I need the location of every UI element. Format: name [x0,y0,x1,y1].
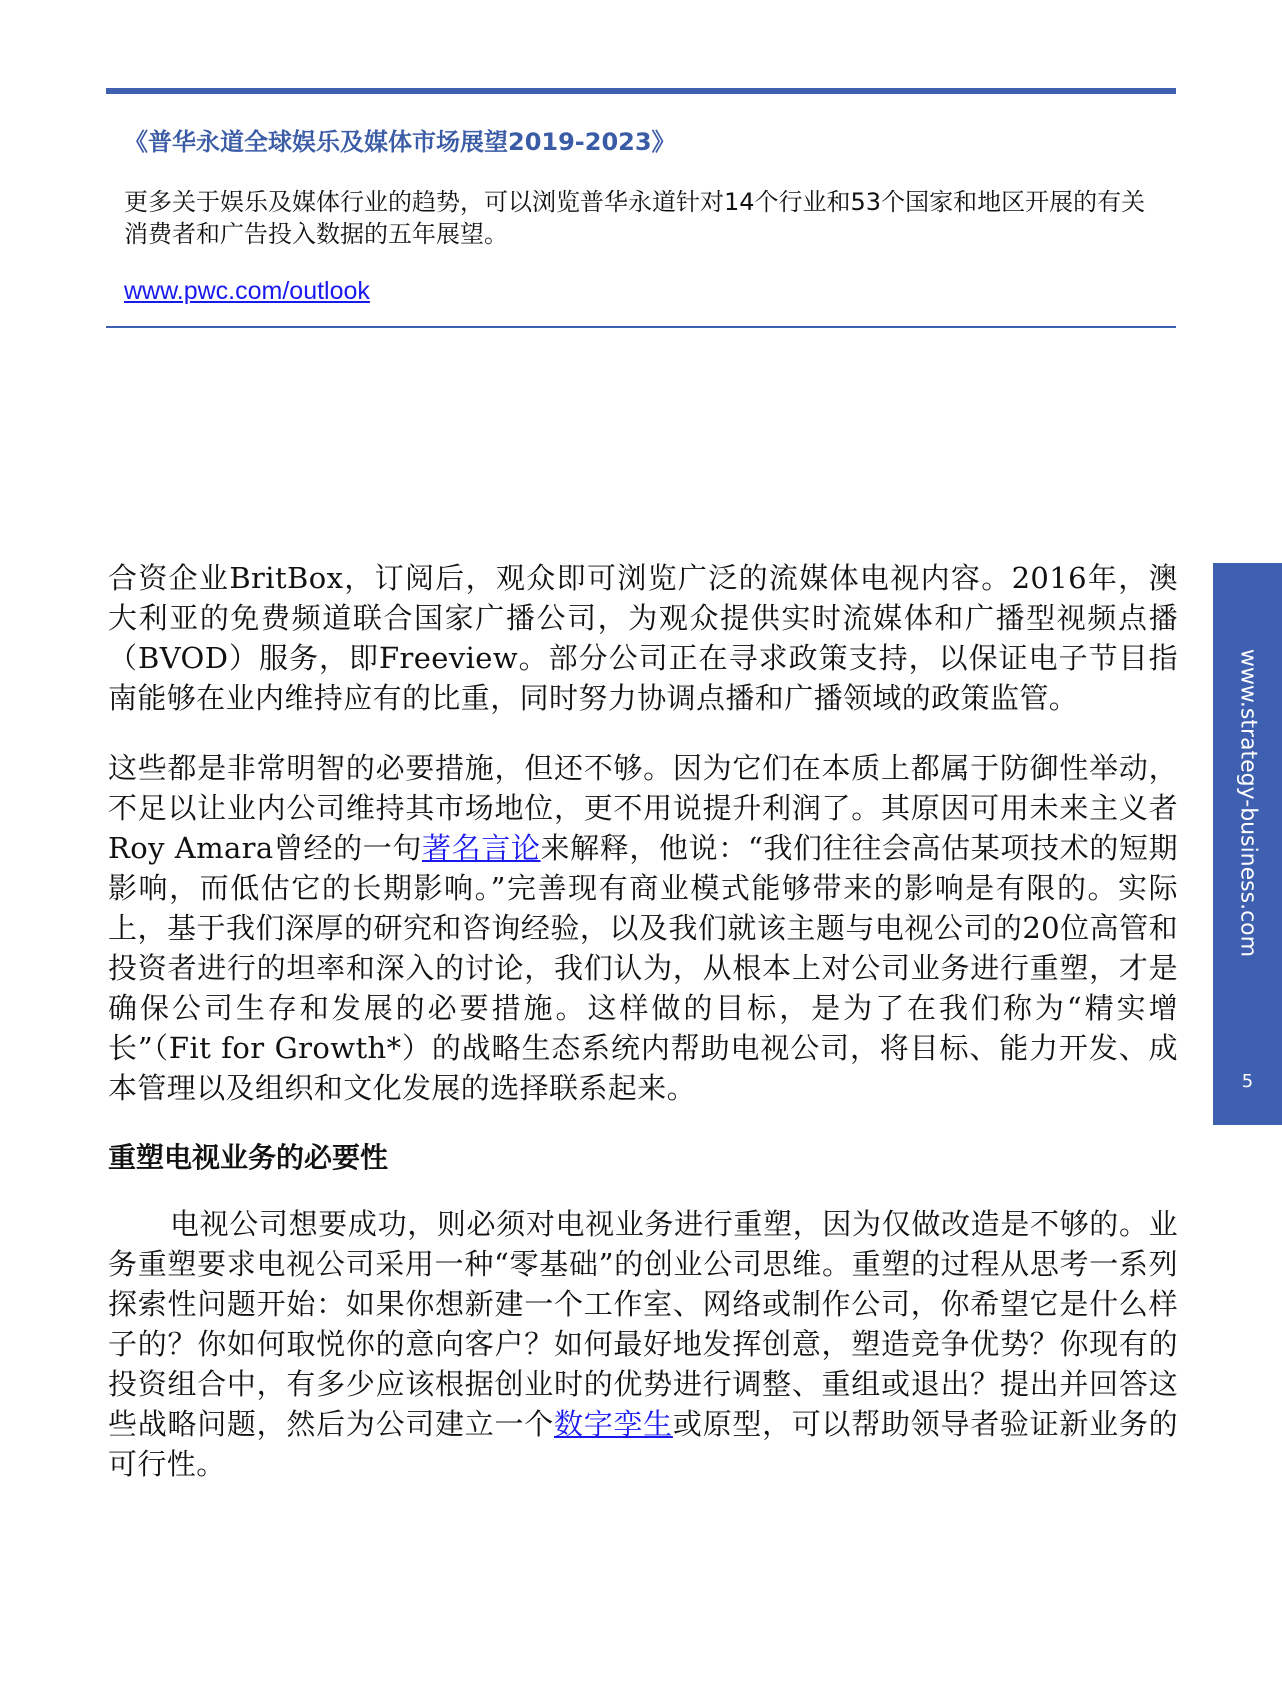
callout-title: 《普华永道全球娱乐及媒体市场展望2019-2023》 [124,128,676,156]
paragraph-reinvent [108,1204,1178,1484]
side-tab [1213,563,1282,1125]
paragraph-reinvent-text-b: 或原型，可以帮助领导者验证新业务的可行性。 [108,1407,1178,1481]
paragraph-amara [108,748,1178,1108]
paragraph-amara-text-a: 这些都是非常明智的必要措施，但还不够。因为它们在本质上都属于防御性举动，不足以让业内公司维持其市场地位，更不用说提升利润了。其原因可用未来主义者Roy Amara曾经的一句 [108,751,1178,865]
callout-body: 更多关于娱乐及媒体行业的趋势，可以浏览普华永道针对14个行业和53个国家和地区开展的有关消费者和广告投入数据的五年展望。 [124,188,1146,248]
outlook-callout-box [106,88,1176,328]
paragraph-britbox: 合资企业BritBox，订阅后，观众即可浏览广泛的流媒体电视内容。2016年，澳大利亚的免费频道联合国家广播公司，为观众提供实时流媒体和广播型视频点播（BVOD）服务，即Freeview。部分公司正在寻求政策支持，以保证电子节目指南能够在业内维持应有的比重，同时努力协调点播和广播领域的政策监管。 [108,561,1178,715]
article-body [108,558,1178,1484]
side-url[interactable]: www.strategy-business.com [1235,648,1260,958]
section-heading: 重塑电视业务的必要性 [108,1141,389,1174]
page-number: 5 [1241,1071,1254,1092]
famous-quote-link[interactable]: 著名言论 [422,831,541,865]
paragraph-reinvent-text-a: 电视公司想要成功，则必须对电视业务进行重塑，因为仅做改造是不够的。业务重塑要求电视公司采用一种“零基础”的创业公司思维。重塑的过程从思考一系列探索性问题开始：如果你想新建一个工作室、网络或制作公司，你希望它是什么样子的？你如何取悦你的意向客户？如何最好地发挥创意，塑造竞争优势？你现有的投资组合中，有多少应该根据创业时的优势进行调整、重组或退出？提出并回答这些战略问题，然后为公司建立一个 [108,1207,1178,1441]
digital-twin-link[interactable]: 数字孪生 [553,1407,673,1441]
outlook-link[interactable]: www.pwc.com/outlook [124,277,370,305]
paragraph-amara-text-b: 来解释，他说：“我们往往会高估某项技术的短期影响，而低估它的长期影响。”完善现有商业模式能够带来的影响是有限的。实际上，基于我们深厚的研究和咨询经验，以及我们就该主题与电视公司的20位高管和投资者进行的坦率和深入的讨论，我们认为，从根本上对公司业务进行重塑，才是确保公司生存和发展的必要措施。这样做的目标，是为了在我们称为“精实增长”（Fit for Growth*）的战略生态系统内帮助电视公司，将目标、能力开发、成本管理以及组织和文化发展的选择联系起来。 [108,831,1178,1105]
